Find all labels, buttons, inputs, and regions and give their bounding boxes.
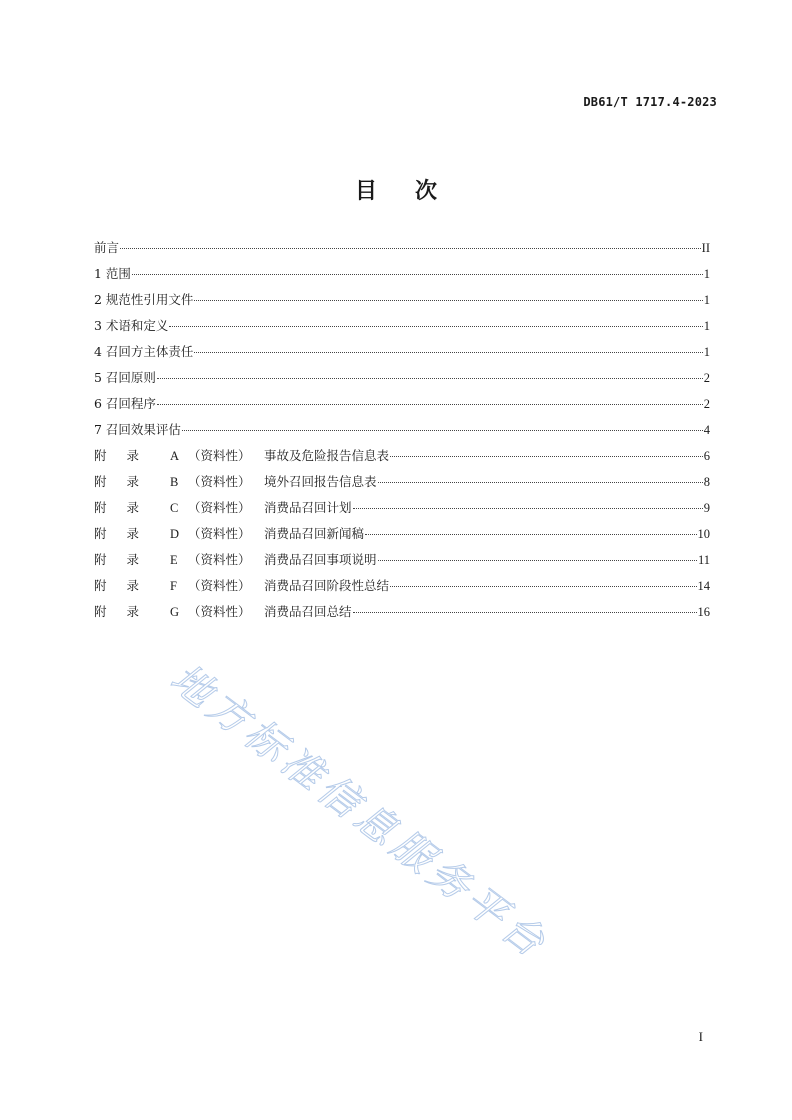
toc-entry-label: 3 术语和定义 — [94, 318, 169, 333]
toc-entry-label: 2 规范性引用文件 — [94, 292, 194, 307]
annex-entry-label — [94, 446, 389, 464]
annex-kind: （资料性） — [188, 604, 251, 619]
toc-entry[interactable] — [94, 394, 710, 420]
dot-leader — [365, 534, 696, 535]
toc-entry-page: 1 — [703, 345, 710, 359]
toc-entry[interactable] — [94, 264, 710, 290]
dot-leader — [132, 274, 703, 275]
annex-entry-label — [94, 524, 364, 542]
annex-entry-page: 6 — [703, 449, 710, 463]
dot-leader — [157, 404, 703, 405]
page-number: I — [698, 1029, 703, 1044]
annex-letter: E — [170, 553, 178, 567]
annex-entry[interactable] — [94, 446, 710, 472]
dot-leader — [157, 378, 703, 379]
annex-entry-page: 16 — [697, 605, 710, 619]
annex-prefix: 附录 — [94, 552, 160, 567]
toc-entry-label: 6 召回程序 — [94, 396, 156, 411]
annex-title: 消费品召回事项说明 — [264, 552, 377, 567]
watermark: 地方标准信息服务平台 — [161, 655, 557, 969]
dot-leader — [194, 352, 702, 353]
toc-entry-label: 5 召回原则 — [94, 370, 156, 385]
annex-prefix: 附录 — [94, 578, 160, 593]
page-title: 目次 — [354, 179, 475, 204]
annex-prefix: 附录 — [94, 526, 160, 541]
annex-entry[interactable] — [94, 550, 710, 576]
annex-entry[interactable] — [94, 472, 710, 498]
toc-entry-page: 1 — [703, 319, 710, 333]
toc-entry-label: 前言 — [94, 240, 120, 255]
annex-title: 境外召回报告信息表 — [264, 474, 377, 489]
toc-entry[interactable] — [94, 290, 710, 316]
annex-prefix: 附录 — [94, 500, 160, 515]
toc-entry[interactable] — [94, 420, 710, 446]
annex-kind: （资料性） — [188, 474, 251, 489]
annex-entry-label — [94, 576, 389, 594]
toc-entry-page: 1 — [703, 293, 710, 307]
annex-prefix: 附录 — [94, 448, 160, 463]
toc-entry[interactable] — [94, 342, 710, 368]
toc-entry-label: 4 召回方主体责任 — [94, 344, 194, 359]
annex-letter: B — [170, 475, 179, 489]
annex-title: 事故及危险报告信息表 — [264, 448, 390, 463]
annex-entry[interactable] — [94, 524, 710, 550]
document-code: DB61/T 1717.4-2023 — [583, 95, 717, 109]
annex-letter: F — [170, 579, 177, 593]
toc-entry[interactable] — [94, 238, 710, 264]
annex-letter: C — [170, 501, 179, 515]
toc-entry-page: 1 — [703, 267, 710, 281]
toc-entry-page: II — [701, 241, 710, 255]
dot-leader — [194, 300, 702, 301]
annex-entry-page: 10 — [697, 527, 710, 541]
toc-entry[interactable] — [94, 368, 710, 394]
annex-kind: （资料性） — [188, 500, 251, 515]
annex-kind: （资料性） — [188, 526, 251, 541]
toc-entry-label: 1 范围 — [94, 266, 131, 281]
annex-title: 消费品召回阶段性总结 — [264, 578, 390, 593]
dot-leader — [378, 560, 697, 561]
annex-entry-page: 8 — [703, 475, 710, 489]
annex-entry-label — [94, 498, 352, 516]
annex-prefix: 附录 — [94, 604, 160, 619]
annex-entry-label — [94, 472, 377, 490]
dot-leader — [390, 586, 696, 587]
dot-leader — [390, 456, 703, 457]
annex-entry-page: 14 — [697, 579, 710, 593]
annex-title: 消费品召回计划 — [264, 500, 352, 515]
annex-prefix: 附录 — [94, 474, 160, 489]
annex-letter: A — [170, 449, 180, 463]
annex-entry-page: 11 — [697, 553, 710, 567]
annex-letter: D — [170, 527, 180, 541]
annex-entry-page: 9 — [703, 501, 710, 515]
toc-entry-label: 7 召回效果评估 — [94, 422, 181, 437]
annex-letter: G — [170, 605, 180, 619]
toc-entry-page: 4 — [703, 423, 710, 437]
annex-kind: （资料性） — [188, 448, 251, 463]
annex-entry-label — [94, 602, 352, 620]
annex-kind: （资料性） — [188, 552, 251, 567]
toc-entry-page: 2 — [703, 371, 710, 385]
annex-entry-label — [94, 550, 377, 568]
dot-leader — [353, 508, 703, 509]
annex-kind: （资料性） — [188, 578, 251, 593]
dot-leader — [182, 430, 703, 431]
dot-leader — [378, 482, 703, 483]
dot-leader — [120, 248, 701, 249]
annex-entry[interactable] — [94, 498, 710, 524]
dot-leader — [169, 326, 702, 327]
table-of-contents — [94, 238, 710, 628]
annex-title: 消费品召回总结 — [264, 604, 352, 619]
dot-leader — [353, 612, 697, 613]
annex-entry[interactable] — [94, 576, 710, 602]
annex-entry[interactable] — [94, 602, 710, 628]
toc-entry-page: 2 — [703, 397, 710, 411]
toc-entry[interactable] — [94, 316, 710, 342]
annex-title: 消费品召回新闻稿 — [264, 526, 365, 541]
